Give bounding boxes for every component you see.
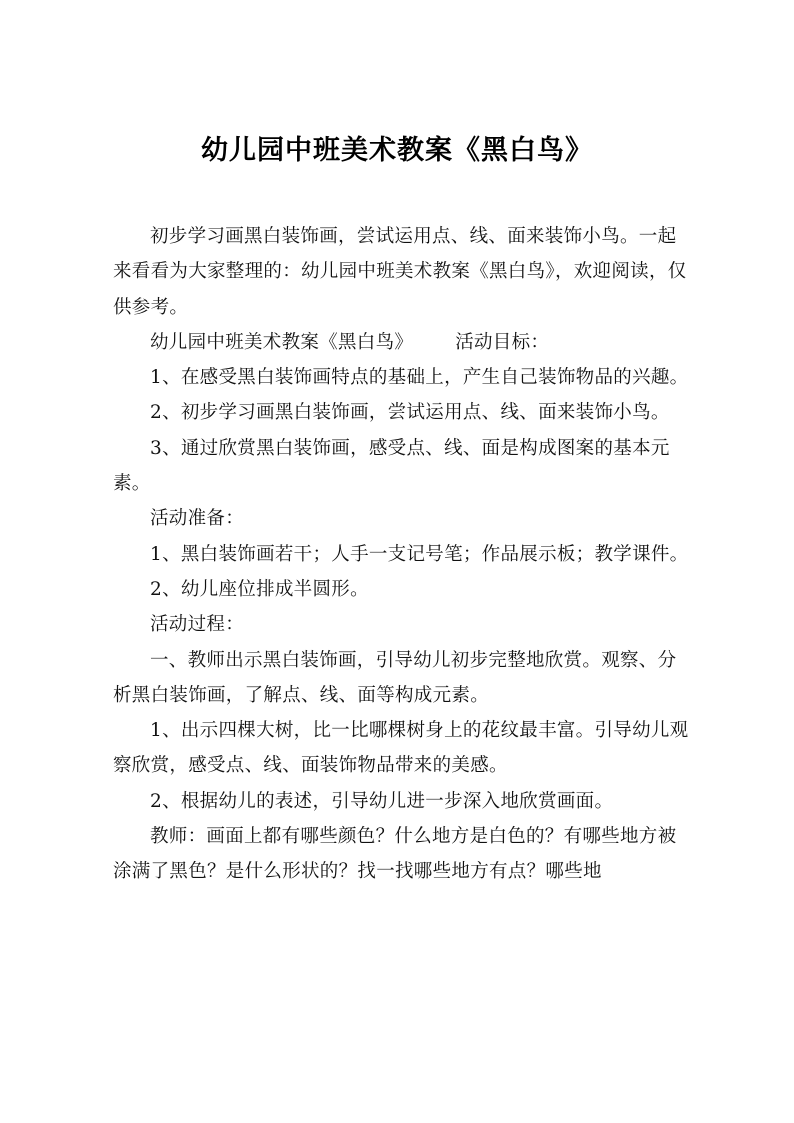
document-title: 幼儿园中班美术教案《黑白鸟》	[201, 135, 593, 166]
process-step-1-2: 2、根据幼儿的表述，引导幼儿进一步深入地欣赏画面。	[150, 790, 614, 812]
objectives-heading-line	[113, 325, 689, 360]
process-step-1-1: 1、出示四棵大树，比一比哪棵树身上的花纹最丰富。引导幼儿观察欣赏，感受点、线、面装饰物品带来的美感。	[113, 720, 689, 777]
process-heading: 活动过程：	[150, 614, 245, 636]
preparation-1: 1、黑白装饰画若干；人手一支记号笔；作品展示板；教学课件。	[150, 543, 689, 565]
objective-1: 1、在感受黑白装饰画特点的基础上，产生自己装饰物品的兴趣。	[150, 367, 689, 389]
objective-2: 2、初步学习画黑白装饰画，尝试运用点、线、面来装饰小鸟。	[150, 402, 670, 424]
preparation-heading: 活动准备：	[150, 508, 245, 530]
preparation-2: 2、幼儿座位排成半圆形。	[150, 578, 369, 600]
teacher-questions: 教师：画面上都有哪些颜色？什么地方是白色的？有哪些地方被涂满了黑色？是什么形状的？找一找哪些地方有点？哪些地	[113, 826, 677, 883]
objectives-heading: 活动目标：	[455, 331, 550, 353]
process-step-1: 一、教师出示黑白装饰画，引导幼儿初步完整地欣赏。观察、分析黑白装饰画，了解点、线、面等构成元素。	[113, 649, 677, 706]
objectives-doc-title: 幼儿园中班美术教案《黑白鸟》	[150, 331, 414, 353]
document-body	[113, 219, 689, 890]
intro-paragraph: 初步学习画黑白装饰画，尝试运用点、线、面来装饰小鸟。一起来看看为大家整理的：幼儿园中班美术教案《黑白鸟》，欢迎阅读，仅供参考。	[113, 226, 687, 318]
objective-3: 3、通过欣赏黑白装饰画，感受点、线、面是构成图案的基本元素。	[113, 437, 670, 495]
